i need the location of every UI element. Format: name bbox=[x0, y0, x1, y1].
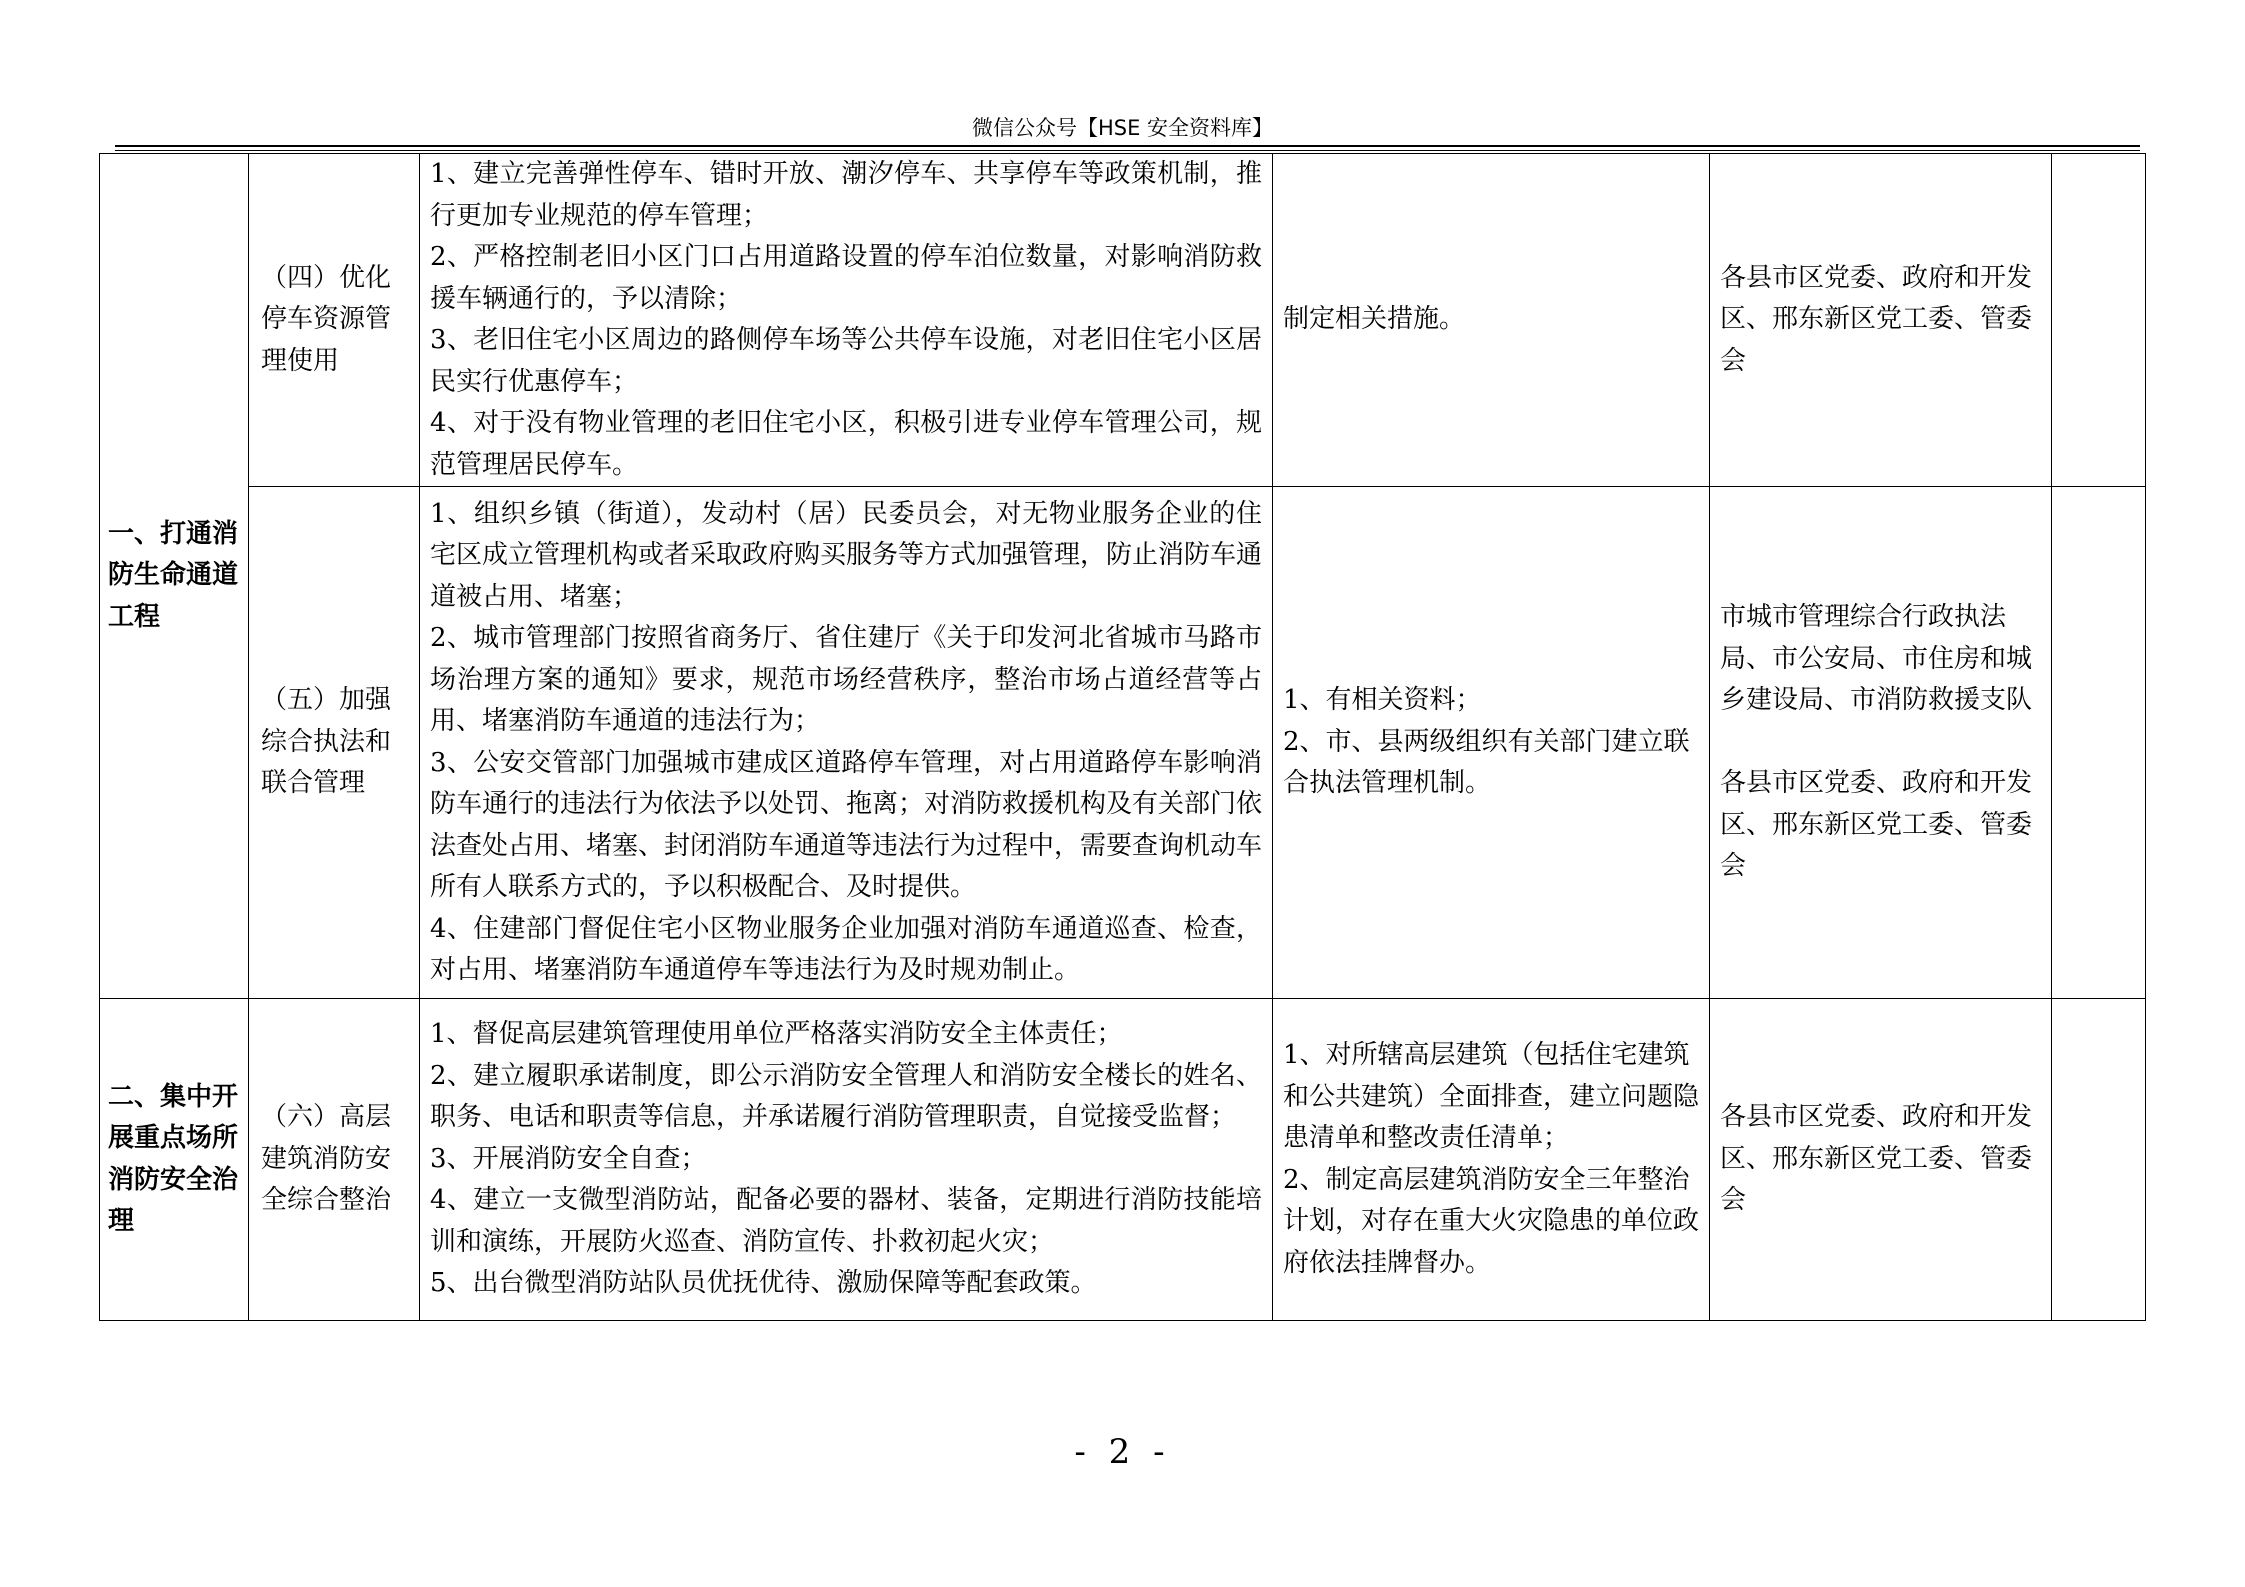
task-cell: （四）优化停车资源管理使用 bbox=[249, 154, 420, 487]
standard-cell: 1、有相关资料； 2、市、县两级组织有关部门建立联合执法管理机制。 bbox=[1273, 487, 1710, 999]
header-rule bbox=[115, 145, 2140, 151]
table-row bbox=[100, 154, 2146, 487]
page-header: 微信公众号【HSE 安全资料库】 bbox=[971, 116, 1274, 140]
remark-cell bbox=[2052, 154, 2146, 487]
page-number: - 2 - bbox=[1074, 1432, 1171, 1472]
table-row bbox=[100, 487, 2146, 999]
table-row bbox=[100, 999, 2146, 1321]
category-cell: 一、打通消防生命通道工程 bbox=[100, 154, 249, 999]
content-cell: 1、督促高层建筑管理使用单位严格落实消防安全主体责任； 2、建立履职承诺制度，即公示消防安全管理人和消防安全楼长的姓名、职务、电话和职责等信息，并承诺履行消防管理职责，自觉接受监督； 3、开展消防安全自查； 4、建立一支微型消防站，配备必要的器材、装备，定期进行消防技能培训和演练，开展防火巡查、消防宣传、扑救初起火灾； 5、出台微型消防站队员优抚优待、激励保障等配套政策。 bbox=[420, 999, 1273, 1321]
content-cell: 1、组织乡镇（街道），发动村（居）民委员会，对无物业服务企业的住宅区成立管理机构或者采取政府购买服务等方式加强管理，防止消防车通道被占用、堵塞； 2、城市管理部门按照省商务厅、省住建厅《关于印发河北省城市马路市场治理方案的通知》要求，规范市场经营秩序，整治市场占道经营等占用、堵塞消防车通道的违法行为； 3、公安交管部门加强城市建成区道路停车管理，对占用道路停车影响消防车通行的违法行为依法予以处罚、拖离；对消防救援机构及有关部门依法查处占用、堵塞、封闭消防车通道等违法行为过程中，需要查询机动车所有人联系方式的，予以积极配合、及时提供。 4、住建部门督促住宅小区物业服务企业加强对消防车通道巡查、检查，对占用、堵塞消防车通道停车等违法行为及时规劝制止。 bbox=[420, 487, 1273, 999]
remark-cell bbox=[2052, 487, 2146, 999]
task-cell: （六）高层建筑消防安全综合整治 bbox=[249, 999, 420, 1321]
standard-cell: 制定相关措施。 bbox=[1273, 154, 1710, 487]
standard-cell: 1、对所辖高层建筑（包括住宅建筑和公共建筑）全面排查，建立问题隐患清单和整改责任清单； 2、制定高层建筑消防安全三年整治计划，对存在重大火灾隐患的单位政府依法挂牌督办。 bbox=[1273, 999, 1710, 1321]
task-table bbox=[99, 153, 2146, 1321]
responsible-cell: 市城市管理综合行政执法局、市公安局、市住房和城乡建设局、市消防救援支队 各县市区党委、政府和开发区、邢东新区党工委、管委会 bbox=[1710, 487, 2052, 999]
task-cell: （五）加强综合执法和联合管理 bbox=[249, 487, 420, 999]
category-cell: 二、集中开展重点场所消防安全治理 bbox=[100, 999, 249, 1321]
responsible-cell: 各县市区党委、政府和开发区、邢东新区党工委、管委会 bbox=[1710, 999, 2052, 1321]
remark-cell bbox=[2052, 999, 2146, 1321]
responsible-cell: 各县市区党委、政府和开发区、邢东新区党工委、管委会 bbox=[1710, 154, 2052, 487]
content-cell: 1、建立完善弹性停车、错时开放、潮汐停车、共享停车等政策机制，推行更加专业规范的停车管理； 2、严格控制老旧小区门口占用道路设置的停车泊位数量，对影响消防救援车辆通行的，予以清除； 3、老旧住宅小区周边的路侧停车场等公共停车设施，对老旧住宅小区居民实行优惠停车； 4、对于没有物业管理的老旧住宅小区，积极引进专业停车管理公司，规范管理居民停车。 bbox=[420, 154, 1273, 487]
